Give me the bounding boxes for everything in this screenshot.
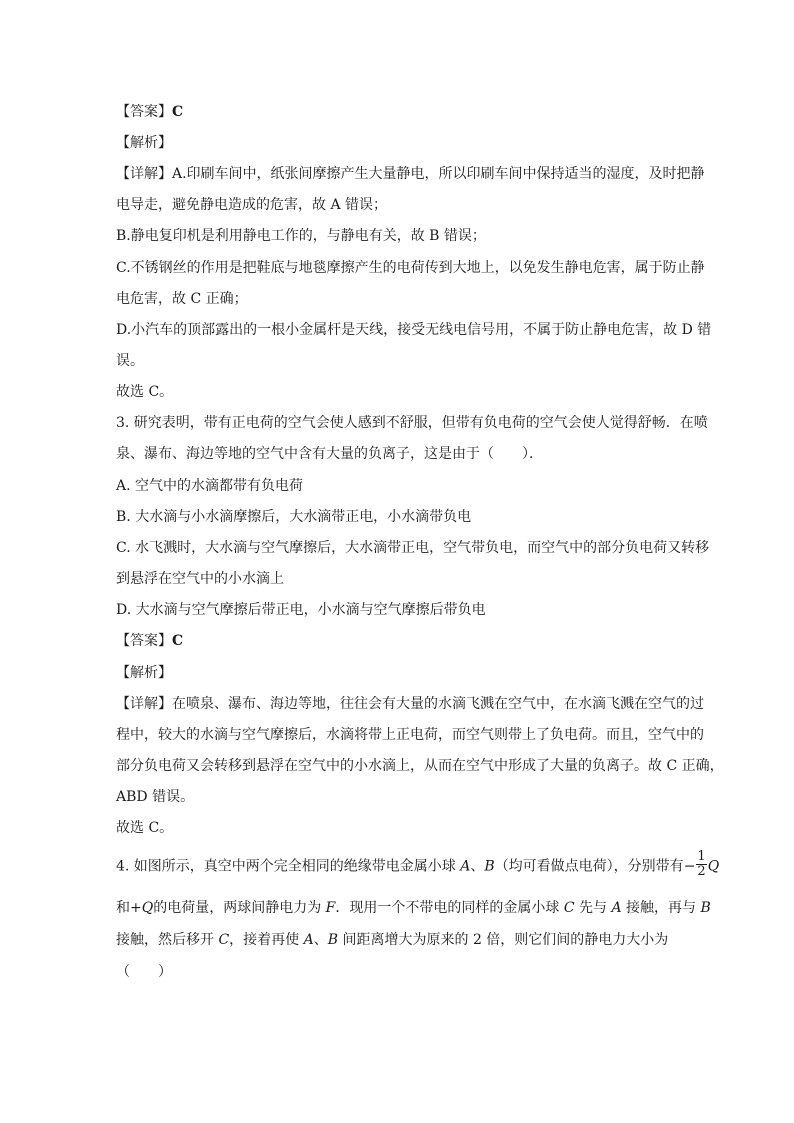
question-3-option-c: C. 水飞溅时，大水滴与空气摩擦后，大水滴带正电，空气带负电，而空气中的部分负电荷又转移: [116, 540, 710, 556]
detail-line: 程中，较大的水滴与空气摩擦后，水滴将带上正电荷，而空气则带上了负电荷。而且，空气中的: [116, 727, 704, 743]
detail-line: ABD 错误。: [116, 789, 195, 805]
detail-line: B.静电复印机是利用静电工作的，与静电有关，故 B 错误；: [116, 228, 486, 244]
detail-line: D.小汽车的顶部露出的一根小金属杆是天线，接受无线电信号用，不属于防止静电危害，故 D 错: [116, 322, 712, 338]
question-4-stem: 和+Q的电荷量，两球间静电力为 F．现用一个不带电的同样的金属小球 C 先与 A 接触，再与 B: [116, 900, 711, 916]
answer-label: 【答案】: [116, 633, 172, 649]
detail-label: 【详解】: [116, 166, 172, 182]
charge-symbol: Q: [707, 858, 720, 875]
detail-line: 部分负电荷又会转移到悬浮在空气中的小水滴上，从而在空气中形成了大量的负离子。故 C 正确，: [116, 758, 724, 774]
detail-label: 【详解】: [116, 696, 172, 712]
question-3-stem: 3. 研究表明，带有正电荷的空气会使人感到不舒服，但带有负电荷的空气会使人觉得舒畅．在喷: [116, 415, 708, 431]
question-3-option-c: 到悬浮在空气中的小水滴上: [116, 571, 284, 587]
question-4-blank: （ ）: [116, 964, 172, 980]
question-4-stem: 接触，然后移开 C，接着再使 A、B 间距离增大为原来的 2 倍，则它们间的静电力大小为: [116, 932, 669, 948]
detail-line: [116, 694, 704, 714]
detail-text: 在喷泉、瀑布、海边等地，往往会有大量的水滴飞溅在空气中，在水滴飞溅在空气的过: [172, 696, 704, 712]
question-3-stem: 泉、瀑布、海边等地的空气中含有大量的负离子，这是由于（ ）．: [116, 446, 543, 462]
analysis-heading: 【解析】: [116, 665, 172, 681]
detail-line: [116, 164, 705, 184]
answer-value: C: [172, 104, 184, 120]
answer-value: C: [172, 633, 184, 649]
answer-label: 【答案】: [116, 104, 172, 120]
detail-line: 误。: [116, 353, 144, 369]
detail-line: C.不锈钢丝的作用是把鞋底与地毯摩擦产生的电荷传到大地上，以免发生静电危害，属于防止静: [116, 260, 705, 276]
answer-line: [116, 631, 183, 651]
analysis-heading: 【解析】: [116, 135, 172, 151]
question-3-option-b: B. 大水滴与小水滴摩擦后，大水滴带正电，小水滴带负电: [116, 509, 472, 525]
conclusion-line: 故选 C。: [116, 820, 174, 836]
question-3-option-d: D. 大水滴与空气摩擦后带正电，小水滴与空气摩擦后带负电: [116, 602, 486, 618]
fraction-one-half: $\frac{1}{2}$: [697, 849, 706, 879]
question-3-option-a: A. 空气中的水滴都带有负电荷: [116, 478, 304, 494]
conclusion-line: 故选 C。: [116, 384, 174, 400]
detail-text: A.印刷车间中，纸张间摩擦产生大量静电，所以印刷车间中保持适当的湿度，及时把静: [172, 166, 705, 182]
ball-b-symbol: B: [484, 858, 495, 875]
ball-a-symbol: A: [460, 858, 471, 875]
question-4-stem: 4. 如图所示，真空中两个完全相同的绝缘带电金属小球 A、B（均可看做点电荷），分别带有− $\frac{1}{2}$ Q: [116, 849, 720, 879]
detail-line: 电危害，故 C 正确；: [116, 291, 248, 307]
detail-line: 电导走，避免静电造成的危害，故 A 错误；: [116, 197, 388, 213]
answer-line: [116, 102, 183, 122]
